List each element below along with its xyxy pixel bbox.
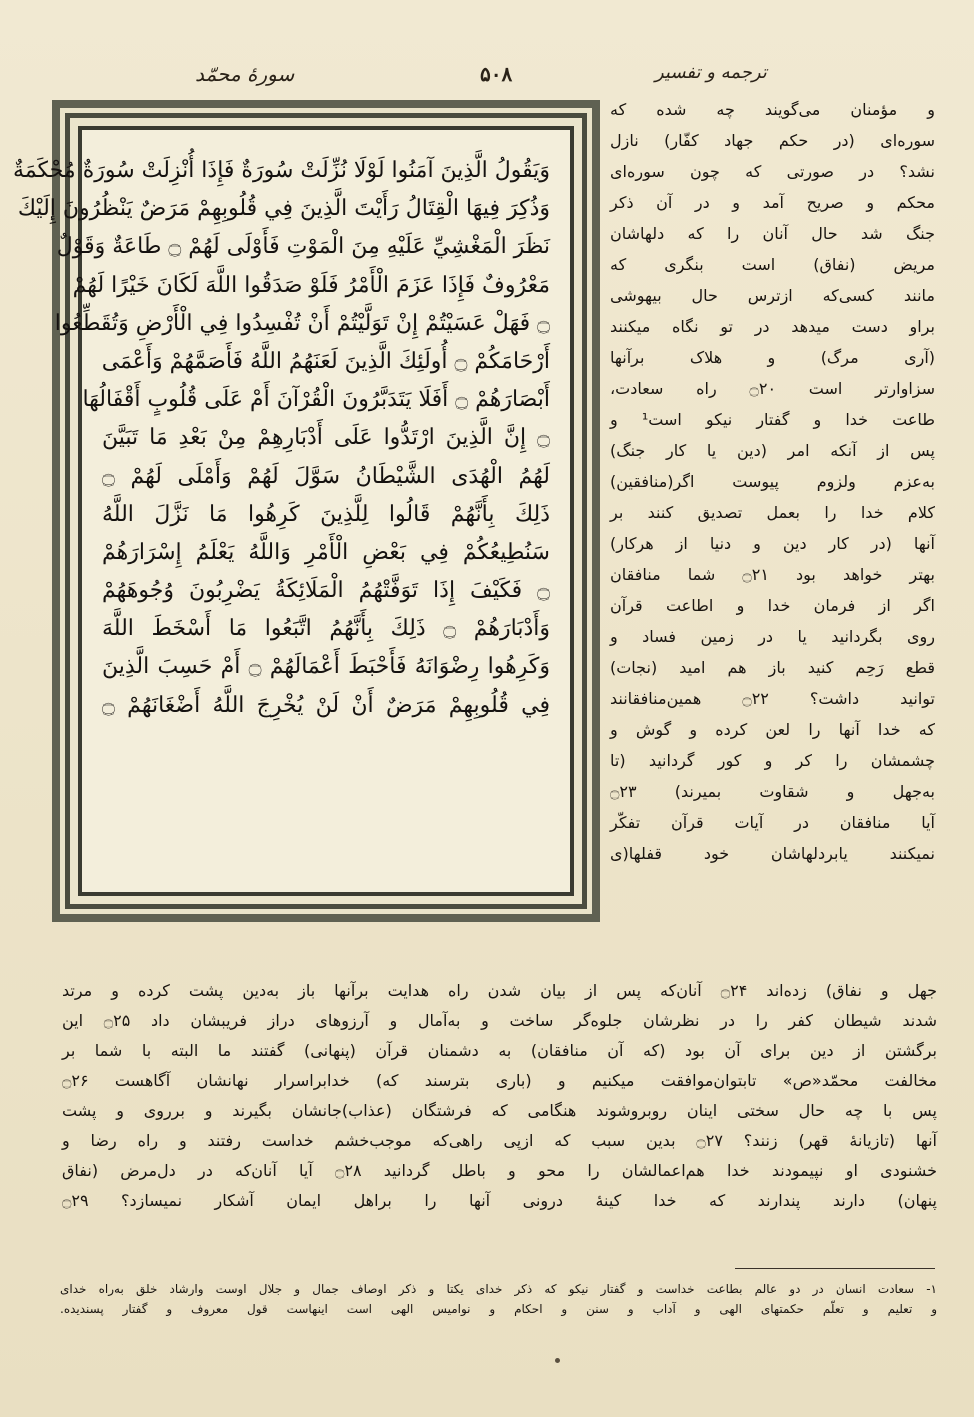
translation-line [610,870,935,900]
translation-line: جنگ شد حال آنان را که دلهاشان [610,224,935,243]
translation-line: کلام خدا را بعمل تصدیق کنند بر [610,503,935,522]
translation-line: چشمشان را کر و کور گردانید (تا [610,751,935,770]
translation-line: سوره‌ای (در حکم جهاد کفّار) نازل [610,131,935,150]
ink-speck [555,1358,560,1363]
translation-line: محکم و صریح آمد و در آن ذکر [610,193,935,212]
translation-line: نشد؟ در صورتی که چون سوره‌ای [610,162,935,181]
translation-line: آیا منافقان در آیات قرآن تفکّر [610,813,935,832]
translation-line: مریض (نفاق) است بنگری که [610,255,935,274]
quran-line [102,763,550,801]
translation-line: (آری مرگ) و هلاک برآنها [610,348,935,367]
quran-line: مَعْرُوفٌ فَإِذَا عَزَمَ الْأَمْرُ فَلَوْ صَدَقُوا اللَّهَ لَكَانَ خَيْرًا لَهُمْ [72,272,550,298]
translation-line: آنها (تازیانهٔ قهر) زنند؟ ۝۲۷ بدین سبب که ازپی راهی‌که موجب‌خشم خداست رفتند و راه رضا و [62,1131,937,1150]
quran-line: وَيَقُولُ الَّذِينَ آمَنُوا لَوْلَا نُزِّلَتْ سُورَةٌ فَإِذَا أُنْزِلَتْ سُورَةٌ مُحْكَمَةٌ [13,158,550,183]
translation-bottom [62,958,937,1258]
translation-column [610,95,935,965]
quran-line: ۝ فَكَيْفَ إِذَا تَوَفَّتْهُمُ الْمَلَائِكَةُ يَضْرِبُونَ وُجُوهَهُمْ [102,578,550,604]
translation-line: مانند کسی‌که ازترس حال بیهوشی [610,286,935,305]
quran-line: وَذُكِرَ فِيهَا الْقِتَالُ رَأَيْتَ الَّذِينَ فِي قُلُوبِهِمْ مَرَضٌ يَنْظُرُونَ إِلَيْكَ [17,196,550,222]
translation-line [62,1216,937,1246]
translation-line: شدند شیطان کفر را در نظرشان جلوه‌گر ساخت و به‌آمال و آرزوهای دراز فریبشان داد ۝۲۵ این [62,1011,937,1030]
translation-line: توانید داشت؟ ۝۲۲ همین‌منافقانند [610,689,935,708]
translation-line: براو دست میدهد در تو نگاه میکنند [610,317,935,336]
translation-line: پس از آنکه امر (دین یا کار جنگ) [610,441,935,460]
translation-line: بهتر خواهد بود ۝۲۱ شما منافقان [610,565,935,584]
quran-line: أَبْصَارَهُمْ ۝ أَفَلَا يَتَدَبَّرُونَ الْقُرْآنَ أَمْ عَلَى قُلُوبٍ أَقْفَالُهَا [82,387,550,413]
translation-line: برگشتن از دین برای آن بود (که آن منافقان) به دشمنان قرآن (پنهانی) گفتند ما البته با شما بر [62,1041,937,1060]
quran-line: وَكَرِهُوا رِضْوَانَهُ فَأَحْبَطَ أَعْمَالَهُمْ ۝ أَمْ حَسِبَ الَّذِينَ [102,654,550,680]
quran-line: سَنُطِيعُكُمْ فِي بَعْضِ الْأَمْرِ وَاللَّهُ يَعْلَمُ إِسْرَارَهُمْ [102,539,550,565]
translation-line: طاعت خدا و گفتار نیکو است¹ و [610,410,936,429]
surah-header: سورهٔ محمّد [195,62,295,86]
translation-line: که خدا آنها را لعن کرده و گوش و [610,720,935,739]
quran-line: أَرْحَامَكُمْ ۝ أُولَئِكَ الَّذِينَ لَعَنَهُمُ اللَّهُ فَأَصَمَّهُمْ وَأَعْمَى [101,348,550,374]
quran-line: ۝ إِنَّ الَّذِينَ ارْتَدُّوا عَلَى أَدْبَارِهِمْ مِنْ بَعْدِ مَا تَبَيَّنَ [102,425,550,451]
translation-line: قطع رَحِم کنید باز هم امید (نجات) [610,658,935,677]
translation-line: به‌عزم ولزوم پیوست اگر(منافقین) [610,472,935,491]
translation-line: آنها (در کار دین و دنیا از هرکار) [610,534,935,553]
translation-line: پنهان) دارند پندارند که خدا کینهٔ درونی آنها را براهل ایمان آشکار نمیسازد؟ ۝۲۹ [62,1191,937,1210]
translation-line: روی بگردانید یا در زمین فساد و [610,627,935,646]
quran-text-frame [13,100,600,922]
translation-line: و مؤمنان می‌گویند چه شده که [610,100,935,119]
quran-line [102,801,550,839]
quran-line: ذَلِكَ بِأَنَّهُمْ قَالُوا لِلَّذِينَ كَرِهُوا مَا نَزَّلَ اللَّهُ [102,501,550,527]
translation-line: خشنودی او نپیمودند خدا هم‌اعمالشان را محو و باطل گردانید ۝۲۸ آیا آنان‌که در دل‌مرض (نفاق [62,1161,938,1180]
quran-line: لَهُمُ الْهُدَى الشَّيْطَانُ سَوَّلَ لَهُمْ وَأَمْلَى لَهُمْ ۝ [102,463,550,489]
book-title: ترجمه و تفسیر [655,62,767,83]
footnote-line: و تعلیم و تعلّم حکمتهای الهی و آداب و سنن و احکام و نوامیس الهی است اینهاست قول معروف و گفتار پسندیده. [60,1302,937,1316]
translation-line: جهل و نفاق) زده‌اند ۝۲۴ آنان‌که پس از بیان شدن راه هدایت برآنها باز به‌دین پشت کرده و مرتد [62,981,938,1000]
translation-line [610,901,935,931]
quran-line [102,839,550,877]
translation-line: به‌جهل و شقاوت بمیرند) ۝۲۳ [610,782,935,801]
quran-line: ۝ فَهَلْ عَسَيْتُمْ إِنْ تَوَلَّيْتُمْ أَنْ تُفْسِدُوا فِي الْأَرْضِ وَتُقَطِّعُوا [54,310,550,336]
footnote-line: ۱- سعادت انسان در دو عالم بطاعت خداست و گفتار نیکو که ذکر خدای یکتا و ذکر اوصاف جمال و جلال اوست وارشاد خلق به‌راه خدای [60,1282,937,1296]
quran-text [13,130,570,892]
quran-line: فِي قُلُوبِهِمْ مَرَضٌ أَنْ لَنْ يُخْرِجَ اللَّهُ أَضْغَانَهُمْ ۝ [102,692,550,718]
quran-line: وَأَدْبَارَهُمْ ۝ ذَلِكَ بِأَنَّهُمُ اتَّبَعُوا مَا أَسْخَطَ اللَّهَ [102,616,550,642]
translation-line: نمیکنند یابردلهاشان خود قفلها(ی [610,844,935,863]
footnote-divider [735,1268,935,1269]
quran-line [102,725,550,763]
translation-line: مخالفت محمّد«ص» تابتوان‌موافقت میکنیم و (باری بترسند که) خدابراسرار نهانشان آگاهست ۝۲۶ [62,1071,937,1090]
translation-line: اگر از فرمان خدا و اطاعت قرآن [610,596,935,615]
translation-line: پس با چه حال سختی اینان روبروشوند هنگامی که فرشتگان (عذاب)جانشان بگیرند و برروی و پشت [62,1101,937,1120]
translation-line: سزاوارتر است ۝۲۰ راه سعادت، [610,379,936,398]
page-number: ۵۰۸ [480,62,513,86]
quran-line: نَظَرَ الْمَغْشِيِّ عَلَيْهِ مِنَ الْمَوْتِ فَأَوْلَى لَهُمْ ۝ طَاعَةٌ وَقَوْلٌ [56,234,550,260]
